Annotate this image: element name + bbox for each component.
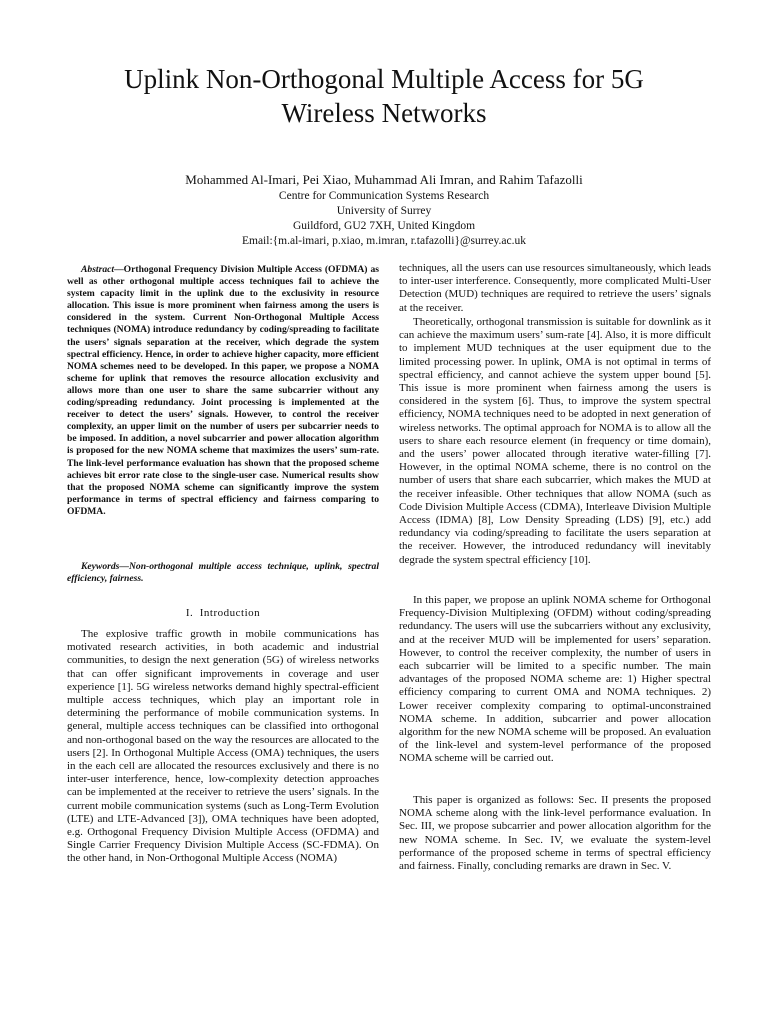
intro-left-column <box>67 628 379 866</box>
affiliation-line-1: Centre for Communication Systems Research <box>278 190 490 202</box>
paper-title <box>70 62 698 130</box>
affiliation-line-3: Guildford, GU2 7XH, United Kingdom <box>292 220 476 232</box>
intro-paragraph-1: The explosive traffic growth in mobile communications has motivated research activities, in both academic and industrial communities, to design the next generation (5G) of wireless networks that can offer significant improvements in coverage and user experience [1]. 5G wireless networks demand highly spectral-efficient multiple access techniques, which play an important role in determining the performance of mobile communication systems. In general, multiple access techniques can be classified into orthogonal and non-orthogonal based on the way the resources are allocated to the users [2]. In Orthogonal Multiple Access (OMA) techniques, the users in the each cell are allocated the resources exclusively and there is no inter-user interference, hence, low-complexity detection approaches can be implemented at the receiver to retrieve the users’ signals. In the current mobile communication systems (such as Long-Term Evolution (LTE) and LTE-Advanced [3]), OMA techniques have been adopted, e.g. Orthogonal Frequency Division Multiple Access (OFDMA) and Single Carrier Frequency Division Multiple Access (SC-FDMA). On the other hand, in Non-Orthogonal Multiple Access (NOMA) <box>67 628 379 865</box>
title-line-1: Uplink Non-Orthogonal Multiple Access for 5G <box>124 64 644 94</box>
intro-paragraph-4: This paper is organized as follows: Sec. II presents the proposed NOMA scheme along with the link-level performance evaluation. In Sec. III, we propose subcarrier and power allocation algorithm for the new NOMA scheme. In Sec. IV, we evaluate the system-level performance of the proposed scheme in terms of spectral efficiency and fairness. Finally, concluding remarks are drawn in Sec. V. <box>399 794 711 873</box>
title-line-2: Wireless Networks <box>281 98 487 128</box>
keywords: Keywords—Non-orthogonal multiple access technique, uplink, spectral efficiency, fairness. <box>67 561 379 585</box>
section-title: Introduction <box>199 607 261 619</box>
author-list: Mohammed Al-Imari, Pei Xiao, Muhammad Ali Imran, and Rahim Tafazolli <box>185 172 583 187</box>
keywords-block <box>67 561 379 587</box>
abstract <box>67 264 379 544</box>
abstract-text: —Orthogonal Frequency Division Multiple Access (OFDMA) as well as other orthogonal multiple access techniques fail to achieve the system capacity limit in the uplink due to the exclusivity in resource allocation. This issue is more prominent when fairness among the users is considered in the system. Current Non-Orthogonal Multiple Access techniques (NOMA) introduce redundancy by coding/spreading to facilitate the users’ signals separation at the receiver, which degrade the system spectral efficiency. Hence, in order to achieve higher capacity, more efficient NOMA schemes need to be developed. In this paper, we propose a NOMA scheme for uplink that removes the resource allocation exclusivity and allows more than one user to share the same subcarrier without any coding/spreading redundancy. Joint processing is implemented at the receiver to detect the users’ signals. However, to control the receiver complexity, an upper limit on the number of users per subcarrier needs to be imposed. In addition, a novel subcarrier and power allocation algorithm is proposed for the new NOMA scheme that maximizes the users’ sum-rate. The link-level performance evaluation has shown that the proposed scheme achieves bit error rate close to the single-user case. Numerical results show that the proposed NOMA scheme can significantly improve the system performance in terms of spectral efficiency and fairness comparing to OFDMA. <box>67 264 379 517</box>
intro-paragraph-3: In this paper, we propose an uplink NOMA scheme for Orthogonal Frequency-Division Multiplexing (OFDM) without coding/spreading redundancy. The users will use the subcarriers without any exclusivity, and at the receiver MUD will be implemented for users’ separation. However, to control the receiver complexity, the number of users in each subcarrier will be limited to a specific number. The main advantages of the proposed NOMA scheme are: 1) Higher spectral efficiency comparing to current OMA and NOMA techniques. 2) Lower receiver complexity comparing to optimal-unconstrained NOMA scheme. In addition, subcarrier and power allocation algorithm for the new NOMA scheme will be proposed. An evaluation of the link-level and system-level performance of the proposed NOMA scheme will be carried out. <box>399 594 711 765</box>
abstract-label: Abstract <box>81 264 115 275</box>
author-email: Email:{m.al-imari, p.xiao, m.imran, r.tafazolli}@surrey.ac.uk <box>241 235 527 247</box>
intro-paragraph-1-cont: techniques, all the users can use resources simultaneously, which leads to inter-user interference. Consequently, more complicated Multi-User Detection (MUD) techniques are required to retrieve the users’ signals at the receiver. <box>399 262 711 314</box>
affiliation-line-2: University of Surrey <box>336 205 432 217</box>
right-column <box>399 262 711 884</box>
section-number: I. <box>185 607 194 619</box>
section-heading-introduction <box>67 606 379 620</box>
left-column <box>67 264 379 544</box>
intro-paragraph-2: Theoretically, orthogonal transmission is suitable for downlink as it can achieve the maximum users’ sum-rate [4]. Also, it is more difficult to implement MUD techniques at the user equipment due to the limited processing power. In uplink, OMA is not optimal in terms of spectral efficiency, and cannot achieve the system upper bound [5]. This issue is more prominent when fairness among the users is considered in the system [6]. Thus, to improve the system spectral efficiency, NOMA techniques need to be adopted in next generation of wireless networks. The optimal approach for NOMA is to allow all the users to share each resource element (in frequency or time domain), and the users’ power allocated through iterative water-filling [7]. However, in the optimal NOMA scheme, there is no control on the number of users that share each subcarrier, which makes the MUD at the receiver infeasible. Other techniques that allow NOMA (such as Code Division Multiple Access (CDMA), Interleave Division Multiple Access (IDMA) [8], Low Density Spreading (LDS) [9], etc.) add redundancy via coding/spreading to facilitate the users separation at the receiver. However, the introduced redundancy will inevitably degrade the system spectral efficiency [10]. <box>399 316 711 566</box>
